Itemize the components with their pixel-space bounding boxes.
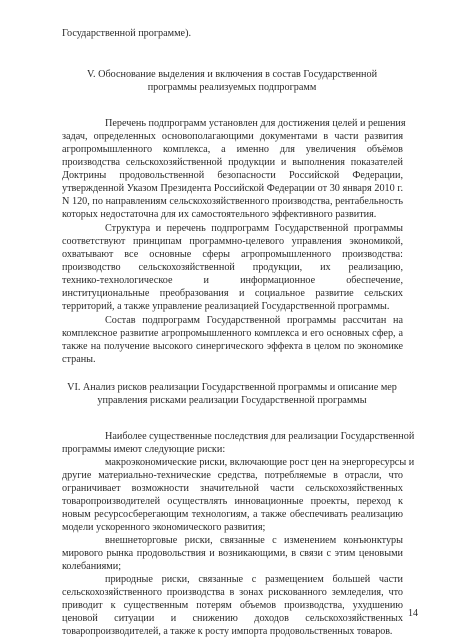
- text-line: страны.: [62, 354, 96, 365]
- text-line: модели ускоренного экономического развития;: [62, 522, 266, 533]
- text-line: Состав подпрограмм Государственной программы рассчитан на: [105, 315, 403, 326]
- text-line: товаропроизводителей, а также к росту импорта продовольственных товаров.: [62, 626, 393, 637]
- text-line: технико-технологическое и информационное обеспечение,: [62, 275, 403, 286]
- text-line: колебаниями;: [62, 561, 122, 572]
- text-line: охватывают все основные сферы агропромышленного производства:: [62, 249, 403, 260]
- text-line: сельскохозяйственного производства в зонах рискованного земледелия, что: [62, 587, 403, 598]
- text-line: утвержденной Указом Президента Российской Федерации от 30 января 2010 г.: [62, 183, 403, 194]
- text-line: мирового рынка продовольствия и возникающими, в связи с этим ценовыми: [62, 548, 403, 559]
- text-line: институциональные преобразования и социальное развитие сельских: [62, 288, 403, 299]
- text-line: программы имеют следующие риски:: [62, 444, 226, 455]
- text-line: природные риски, связанные с размещением большей части: [105, 574, 403, 585]
- text-line: Доктрины продовольственной безопасности Российской Федерации,: [62, 170, 403, 181]
- text-line: агропромышленного комплекса, а именно для увеличения объёмов: [62, 144, 403, 155]
- text-line: также на получение высокого синергического эффекта в целом по экономике: [62, 341, 403, 352]
- text-line: приводит к существенным потерям объемов производства, ухудшению: [62, 600, 403, 611]
- section-heading: VI. Анализ рисков реализации Государственной программы и описание мер: [67, 382, 397, 393]
- text-line: задач, определенных основополагающими документами в части развития: [62, 131, 403, 142]
- text-line: производство сельскохозяйственной продукции, их реализацию,: [62, 262, 403, 273]
- text-line: Перечень подпрограмм установлен для достижения целей и решения: [105, 118, 406, 129]
- section-heading: программы реализуемых подпрограмм: [147, 82, 317, 93]
- text-line: Наиболее существенные последствия для реализации Государственной: [105, 431, 415, 442]
- text-line: соответствуют принципам программно-целевого управления экономикой,: [62, 236, 403, 247]
- text-line: которых недостаточна для их самостоятельного эффективного развития.: [62, 209, 377, 220]
- text-line: территорий, а также управление реализацией Государственной программы.: [62, 301, 390, 312]
- text-line: макроэкономические риски, включающие рост цен на энергоресурсы и: [105, 457, 415, 468]
- text-line: ограничивает возможности значительной части сельскохозяйственных: [62, 483, 403, 494]
- section-heading: V. Обоснование выделения и включения в состав Государственной: [86, 69, 378, 80]
- text-line: внешнеторговые риски, связанные с изменением конъюнктуры: [105, 535, 403, 546]
- page-number: 14: [408, 608, 418, 619]
- text-line: ценовой ситуации и снижению доходов сельскохозяйственных: [62, 613, 403, 624]
- text-line: N 120, по направлениям сельскохозяйственного производства, рентабельность: [62, 196, 403, 207]
- text-line: Структура и перечень подпрограмм Государственной программы: [105, 223, 403, 234]
- text-line: производства сельскохозяйственной продукции и выполнения показателей: [62, 157, 403, 168]
- section-heading: управления рисками реализации Государственной программы: [97, 395, 367, 406]
- text-line: Государственной программе).: [62, 28, 192, 39]
- text-line: новым ресурсосберегающим технологиям, а также обеспечивать реализацию: [62, 509, 403, 520]
- text-line: товаропроизводителей осуществлять инновационные проекты, переход к: [62, 496, 403, 507]
- text-line: комплексное развитие агропромышленного комплекса и его основных сфер, а: [62, 328, 403, 339]
- text-line: другие материально-технические средства, потребляемые в отрасли, что: [62, 470, 403, 481]
